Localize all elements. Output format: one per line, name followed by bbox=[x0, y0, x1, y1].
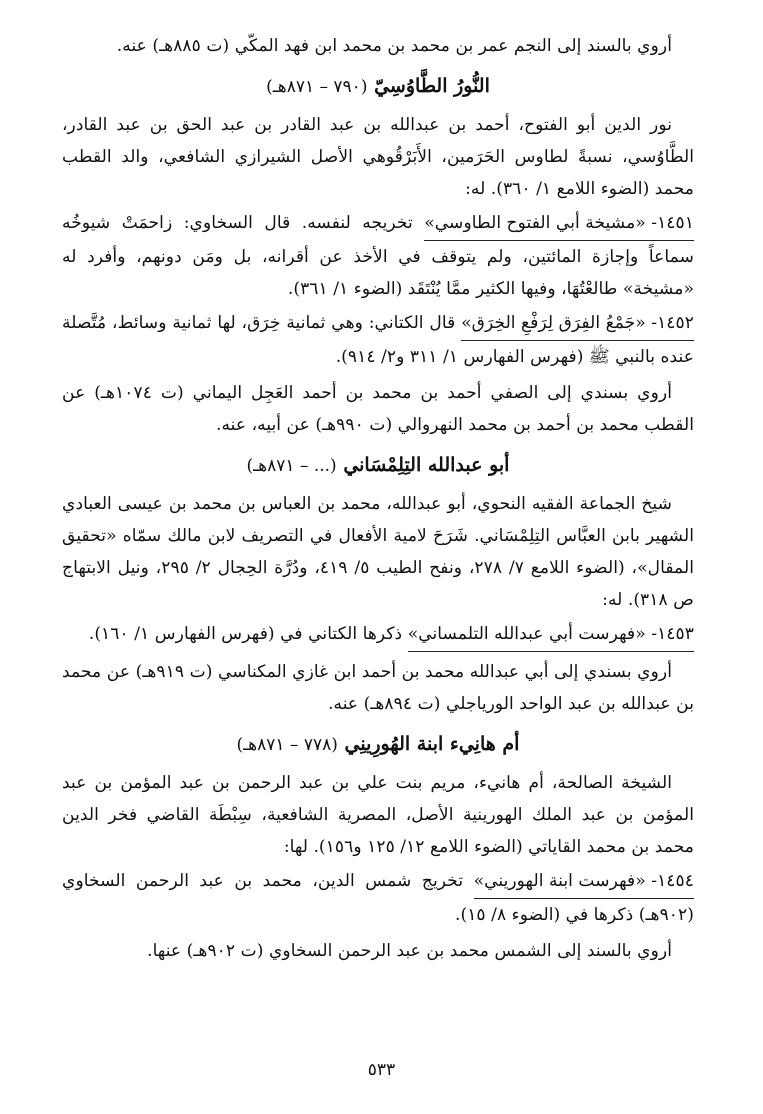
book-entry bbox=[62, 307, 694, 373]
biography-paragraph: شيخ الجماعة الفقيه النحوي، أبو عبدالله، محمد بن العباس بن محمد بن عيسى العبادي الشهير بابن العبَّاس التِلِمْسَاني. شَرَحَ لامية الأفعال في التصريف لابن مالك سمّاه «تحقيق المقال»، (الضوء اللامع ٧/ ٢٧٨، ونفح الطيب ٥/ ٤١٩، ودُرَّة الحِجال ٢/ ٢٩٥، ونيل الابتهاج ص ٣١٨). له: bbox=[62, 494, 694, 610]
book-entry-title: ١٤٥١- «مشيخة أبي الفتوح الطاوسي» bbox=[424, 208, 694, 241]
book-entry-title: ١٤٥٣- «فهرست أبي عبدالله التلمساني» bbox=[408, 619, 694, 652]
biography-paragraph: نور الدين أبو الفتوح، أحمد بن عبدالله بن عبد القادر بن عبد الحق بن عبد القادر، الطَّاوُسي، نسبةً لطاوس الحَرَمين، الأَبَرْقُوهي الأصل الشيرازي الشافعي، والد القطب محمد (الضوء اللامع ١/ ٣٦٠). له: bbox=[62, 115, 694, 199]
book-entry bbox=[62, 207, 694, 305]
scholar-dates: (٧٩٠ – ٨٧١هـ) bbox=[266, 77, 368, 97]
chain-paragraph: أروي بالسند إلى النجم عمر بن محمد بن محمد ابن فهد المكّي (ت ٨٨٥هـ) عنه. bbox=[116, 36, 672, 56]
book-entry-text: ذكرها الكتاني في (فهرس الفهارس ١/ ١٦٠). bbox=[88, 624, 403, 644]
chain-paragraph: أروي بسندي إلى الصفي أحمد بن محمد بن أحمد العَجِل اليماني (ت ١٠٧٤هـ) عن القطب محمد بن أحمد بن محمد النهروالي (ت ٩٩٠هـ) عن أبيه، عنه. bbox=[62, 383, 694, 435]
book-entry bbox=[62, 865, 694, 931]
biography-heading bbox=[62, 728, 694, 761]
biography-heading bbox=[62, 449, 694, 482]
book-entry bbox=[62, 618, 694, 652]
page-number: ٥٣٣ bbox=[367, 1060, 396, 1080]
scholar-name: أم هانِيء ابنة الهُورِينِي bbox=[344, 733, 520, 755]
biography-paragraph: الشيخة الصالحة، أم هانيء، مريم بنت علي بن عبد الرحمن بن عبد المؤمن بن عبد المؤمن بن عبد الملك الهورينية الأصل، المصرية الشافعية، سِبْطَة القاضي فخر الدين محمد بن محمد القاياتي (الضوء اللامع ١٢/ ١٢٥ و١٥٦). لها: bbox=[62, 773, 694, 857]
chain-paragraph: أروي بالسند إلى الشمس محمد بن عبد الرحمن السخاوي (ت ٩٠٢هـ) عنها. bbox=[147, 941, 672, 961]
page-body bbox=[62, 30, 694, 967]
chain-paragraph: أروي بسندي إلى أبي عبدالله محمد بن أحمد ابن غازي المكناسي (ت ٩١٩هـ) عن محمد بن عبدالله بن عبد الواحد الورياجلي (ت ٨٩٤هـ) عنه. bbox=[62, 662, 694, 714]
scholar-dates: (٧٧٨ – ٨٧١هـ) bbox=[236, 735, 338, 755]
book-entry-text: تخريج شمس الدين، محمد بن عبد الرحمن السخاوي (٩٠٢هـ) ذكرها في (الضوء ٨/ ١٥). bbox=[62, 871, 694, 925]
scholar-name: أبو عبدالله التِلِمْسَاني bbox=[343, 454, 510, 476]
book-entry-text: قال الكتاني: وهي ثمانية خِرَق، لها ثمانية وسائط، مُتَّصلة عنده بالنبي ﷺ (فهرس الفهارس ١/ ٣١١ و٢/ ٩١٤). bbox=[62, 313, 694, 367]
book-entry-text: تخريجه لنفسه. قال السخاوي: زاحمَتْ شيوخُه سماعاً وإجازة المائتين، ولم يتوقف في الأخذ عن أقرانه، بل ومَن دونهم، وأفرد له «مشيخة» طالعْتُهَا، وفيها الكثير ممَّا يُنْتَقَد (الضوء ١/ ٣٦١). bbox=[62, 213, 694, 299]
book-entry-title: ١٤٥٢- «جَمْعُ الفِرَق لِرَفْعِ الخِرَق» bbox=[461, 308, 694, 341]
biography-heading bbox=[62, 70, 694, 103]
scholar-name: النُّورُ الطَّاوُسِيّ bbox=[374, 75, 490, 97]
book-entry-title: ١٤٥٤- «فهرست ابنة الهوريني» bbox=[474, 866, 694, 899]
scholar-dates: (... – ٨٧١هـ) bbox=[246, 456, 337, 476]
